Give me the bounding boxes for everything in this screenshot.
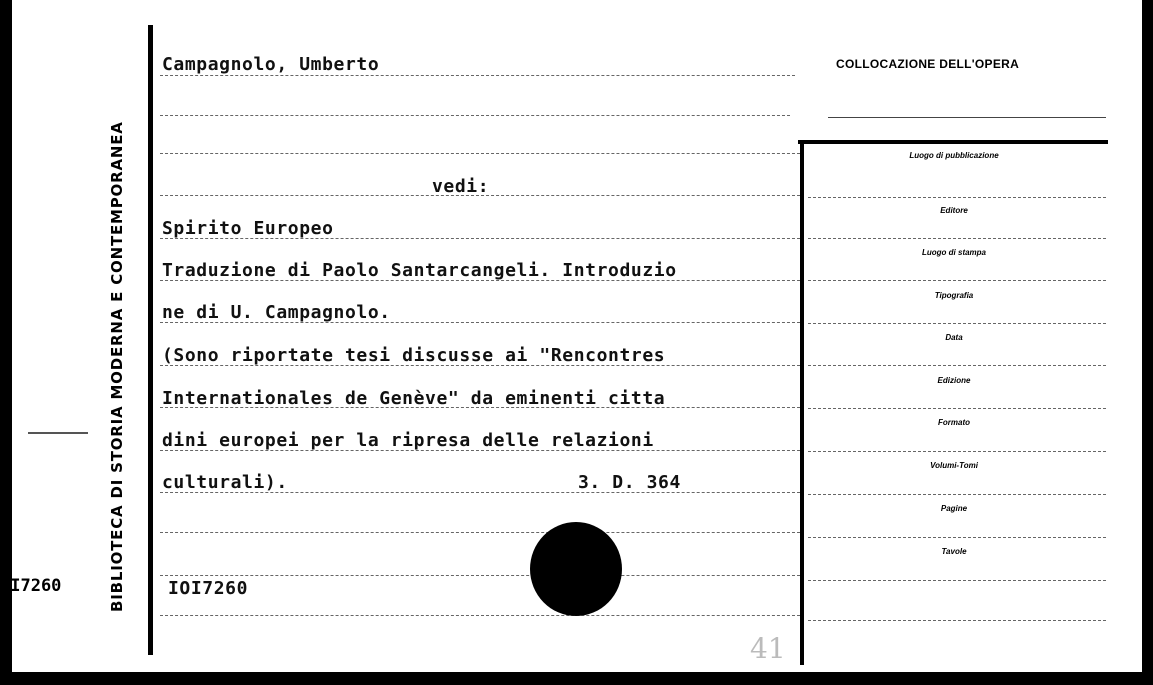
- see-reference: vedi:: [432, 176, 490, 197]
- title-line: Spirito Europeo: [162, 218, 334, 239]
- left-margin-rule: [148, 25, 153, 655]
- description-line-2: ne di U. Campagnolo.: [162, 302, 391, 323]
- field-editore: Editore: [940, 206, 968, 215]
- description-line-5: dini europei per la ripresa delle relazioni: [162, 430, 654, 451]
- field-data: Data: [945, 333, 963, 342]
- library-side-label: BIBLIOTECA DI STORIA MODERNA E CONTEMPORANEA: [108, 121, 126, 612]
- form-box-left-rule: [800, 140, 804, 665]
- description-line-1: Traduzione di Paolo Santarcangeli. Introduzio: [162, 260, 677, 281]
- field-edizione: Edizione: [937, 376, 971, 385]
- shelfmark: 3. D. 364: [578, 472, 681, 493]
- author-heading: Campagnolo, Umberto: [162, 54, 380, 75]
- field-volumi-tomi: Volumi-Tomi: [930, 461, 978, 470]
- description-line-6: culturali).: [162, 472, 288, 493]
- outside-inventory-number: OI7260: [0, 576, 62, 596]
- description-line-4: Internationales de Genève" da eminenti citta: [162, 388, 666, 409]
- punch-hole: [530, 522, 622, 616]
- form-box-top-rule: [798, 140, 1108, 144]
- collocazione-header: COLLOCAZIONE DELL'OPERA: [836, 57, 1020, 71]
- field-tipografia: Tipografia: [934, 291, 974, 300]
- field-pagine: Pagine: [940, 504, 968, 513]
- field-tavole: Tavole: [941, 547, 967, 556]
- description-line-3: (Sono riportate tesi discusse ai "Rencontres: [162, 345, 666, 366]
- edge-mark: [28, 432, 88, 434]
- inventory-number: IOI7260: [168, 578, 249, 599]
- field-luogo-stampa: Luogo di stampa: [922, 248, 986, 257]
- field-formato: Formato: [938, 418, 970, 427]
- field-luogo-pubblicazione: Luogo di pubblicazione: [909, 151, 999, 160]
- handwritten-mark: 41: [750, 632, 786, 665]
